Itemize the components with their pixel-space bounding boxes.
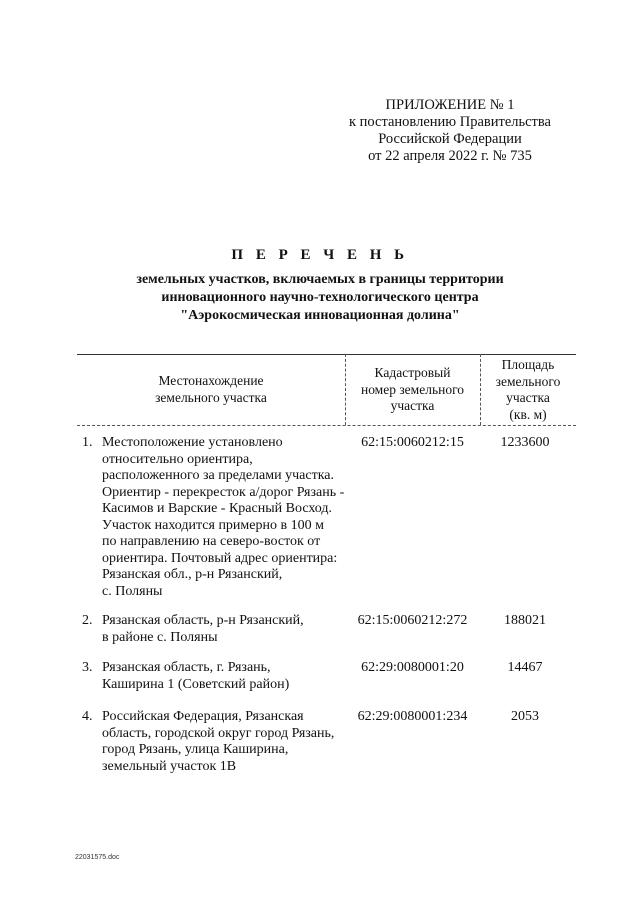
document-subtitle — [60, 271, 580, 325]
appendix-line: Российской Федерации — [378, 131, 522, 147]
row-location-line: город Рязань, улица Каширина, — [102, 742, 289, 757]
header-location-line: земельного участка — [155, 389, 267, 405]
appendix-line: к постановлению Правительства — [349, 114, 551, 130]
row-location-line: по направлению на северо-восток от — [102, 534, 321, 549]
row-location-line: Рязанская область, г. Рязань, — [102, 660, 271, 675]
row-location-line: Каширина 1 (Советский район) — [102, 676, 290, 692]
row-location-line: в районе с. Поляны — [102, 629, 218, 645]
row-location — [102, 709, 347, 775]
header-location — [77, 373, 345, 406]
subtitle-line: земельных участков, включаемых в границы территории — [136, 272, 504, 287]
header-area-line: (кв. м) — [509, 406, 547, 422]
header-cadastral-line: участка — [390, 398, 435, 413]
row-location-line: Касимов и Варские - Красный Восход. — [102, 501, 333, 516]
header-area-line: Площадь — [501, 357, 555, 372]
header-area-line: участка — [506, 390, 550, 405]
table-header-rule — [77, 425, 576, 426]
document-file-id: 22031575.doc — [75, 854, 120, 861]
row-area: 188021 — [504, 613, 546, 628]
row-number: 2. — [82, 613, 93, 628]
row-location — [102, 613, 347, 646]
row-area: 14467 — [507, 660, 543, 675]
table-top-rule — [77, 354, 576, 355]
row-number: 1. — [82, 435, 93, 450]
appendix-date-line: от 22 апреля 2022 г. № 735 — [368, 148, 532, 164]
header-cadastral — [345, 365, 480, 415]
appendix-header — [330, 97, 570, 165]
row-location-line: Российская Федерация, Рязанская — [102, 709, 304, 724]
row-location — [102, 660, 347, 693]
appendix-title: ПРИЛОЖЕНИЕ № 1 — [385, 97, 515, 113]
header-area-line: земельного — [495, 373, 561, 389]
row-location-line: Рязанская обл., р-н Рязанский, — [102, 567, 283, 582]
row-location-line: область, городской округ город Рязань, — [102, 725, 335, 741]
header-cadastral-line: Кадастровый — [374, 365, 451, 380]
row-location-line: ориентира. Почтовый адрес ориентира: — [102, 550, 338, 566]
row-cadastral-number: 62:15:0060212:272 — [357, 613, 468, 628]
row-location-line: относительно ориентира, — [102, 451, 253, 467]
row-location-line: Местоположение установлено — [102, 435, 283, 450]
row-cadastral-number: 62:29:0080001:234 — [357, 709, 468, 724]
subtitle-line: "Аэрокосмическая инновационная долина" — [180, 308, 460, 323]
row-location-line: земельный участок 1В — [102, 758, 237, 774]
row-location-line: с. Поляны — [102, 583, 163, 599]
row-cadastral-number: 62:29:0080001:20 — [361, 660, 464, 675]
row-location — [102, 435, 347, 600]
row-area: 2053 — [511, 709, 539, 724]
row-location-line: Участок находится примерно в 100 м — [102, 517, 324, 533]
subtitle-line: инновационного научно-технологического центра — [161, 290, 479, 305]
row-number: 3. — [82, 660, 93, 675]
row-location-line: Ориентир - перекресток а/дорог Рязань - — [102, 484, 345, 500]
row-location-line: расположенного за пределами участка. — [102, 468, 334, 483]
header-cadastral-line: номер земельного — [360, 381, 465, 397]
row-location-line: Рязанская область, р-н Рязанский, — [102, 613, 304, 628]
header-area — [480, 357, 576, 423]
row-number: 4. — [82, 709, 93, 724]
row-cadastral-number: 62:15:0060212:15 — [361, 435, 464, 450]
document-title: П Е Р Е Ч Е Н Ь — [231, 247, 409, 263]
row-area: 1233600 — [500, 435, 550, 450]
header-location-line: Местонахождение — [158, 373, 264, 388]
